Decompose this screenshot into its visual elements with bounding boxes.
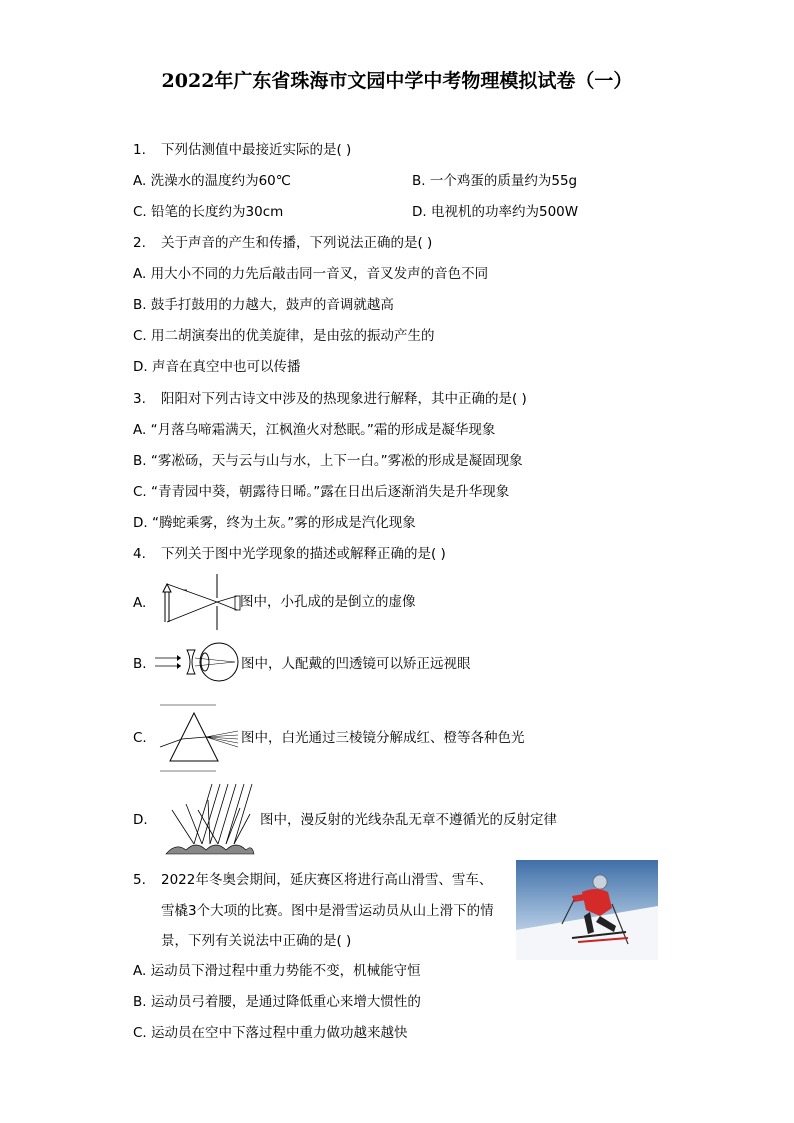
question-1-option-d: D. 电视机的功率约为500W	[412, 204, 579, 220]
question-3-option-a: A. “月落乌啼霜满天，江枫渔火对愁眠。”霜的形成是凝华现象	[133, 422, 496, 438]
question-4-stem: 4. 下列关于图中光学现象的描述或解释正确的是( )	[133, 546, 446, 562]
question-2-option-c: C. 用二胡演奏出的优美旋律，是由弦的振动产生的	[133, 328, 435, 344]
question-1-option-a: A. 洗澡水的温度约为60℃	[133, 173, 291, 189]
question-4-option-d-label: D.	[133, 812, 148, 828]
question-4-option-a: 图中，小孔成的是倒立的虚像	[240, 594, 416, 610]
question-1-stem: 1. 下列估测值中最接近实际的是( )	[133, 142, 352, 158]
question-4-option-b: 图中，人配戴的凹透镜可以矫正远视眼	[241, 656, 471, 672]
question-5-option-b: B. 运动员弓着腰，是通过降低重心来增大惯性的	[133, 994, 421, 1010]
pinhole-diagram	[153, 572, 243, 632]
question-4-option-b-label: B.	[133, 656, 147, 672]
question-5-option-a: A. 运动员下滑过程中重力势能不变，机械能守恒	[133, 963, 421, 979]
question-1-option-b: B. 一个鸡蛋的质量约为55g	[412, 173, 578, 189]
page-title: 2022年广东省珠海市文园中学中考物理模拟试卷（一）	[161, 70, 633, 92]
question-2-stem: 2. 关于声音的产生和传播，下列说法正确的是( )	[133, 235, 433, 251]
question-1-option-c: C. 铅笔的长度约为30cm	[133, 204, 284, 220]
question-2-option-a: A. 用大小不同的力先后敲击同一音叉，音叉发声的音色不同	[133, 266, 489, 282]
question-4-option-c: 图中，白光通过三棱镜分解成红、橙等各种色光	[241, 730, 525, 746]
diffuse-reflection-diagram	[164, 780, 256, 856]
question-4-option-d: 图中，漫反射的光线杂乱无章不遵循光的反射定律	[260, 812, 557, 828]
question-3-option-c: C. “青青园中葵，朝露待日晞。”露在日出后逐渐消失是升华现象	[133, 484, 510, 500]
question-2-option-b: B. 鼓手打鼓用的力越大，鼓声的音调就越高	[133, 297, 394, 313]
question-5-stem-line-1: 5. 2022年冬奥会期间，延庆赛区将进行高山滑雪、雪车、	[133, 872, 493, 888]
question-3-option-d: D. “腾蛇乘雾，终为土灰。”雾的形成是汽化现象	[133, 515, 416, 531]
prism-diagram	[156, 703, 242, 773]
question-5-stem-line-2: 雪橇3个大项的比赛。图中是滑雪运动员从山上滑下的情	[161, 903, 494, 919]
question-4-option-a-label: A.	[133, 595, 147, 611]
eye-lens-diagram	[153, 640, 243, 686]
question-5-option-c: C. 运动员在空中下落过程中重力做功越来越快	[133, 1025, 408, 1041]
question-5-stem-line-3: 景，下列有关说法中正确的是( )	[161, 933, 352, 949]
question-2-option-d: D. 声音在真空中也可以传播	[133, 359, 301, 375]
question-3-stem: 3. 阳阳对下列古诗文中涉及的热现象进行解释，其中正确的是( )	[133, 391, 527, 407]
question-3-option-b: B. “雾凇砀，天与云与山与水，上下一白。”雾凇的形成是凝固现象	[133, 453, 523, 469]
skier-photo	[516, 860, 658, 960]
question-4-option-c-label: C.	[133, 730, 147, 746]
